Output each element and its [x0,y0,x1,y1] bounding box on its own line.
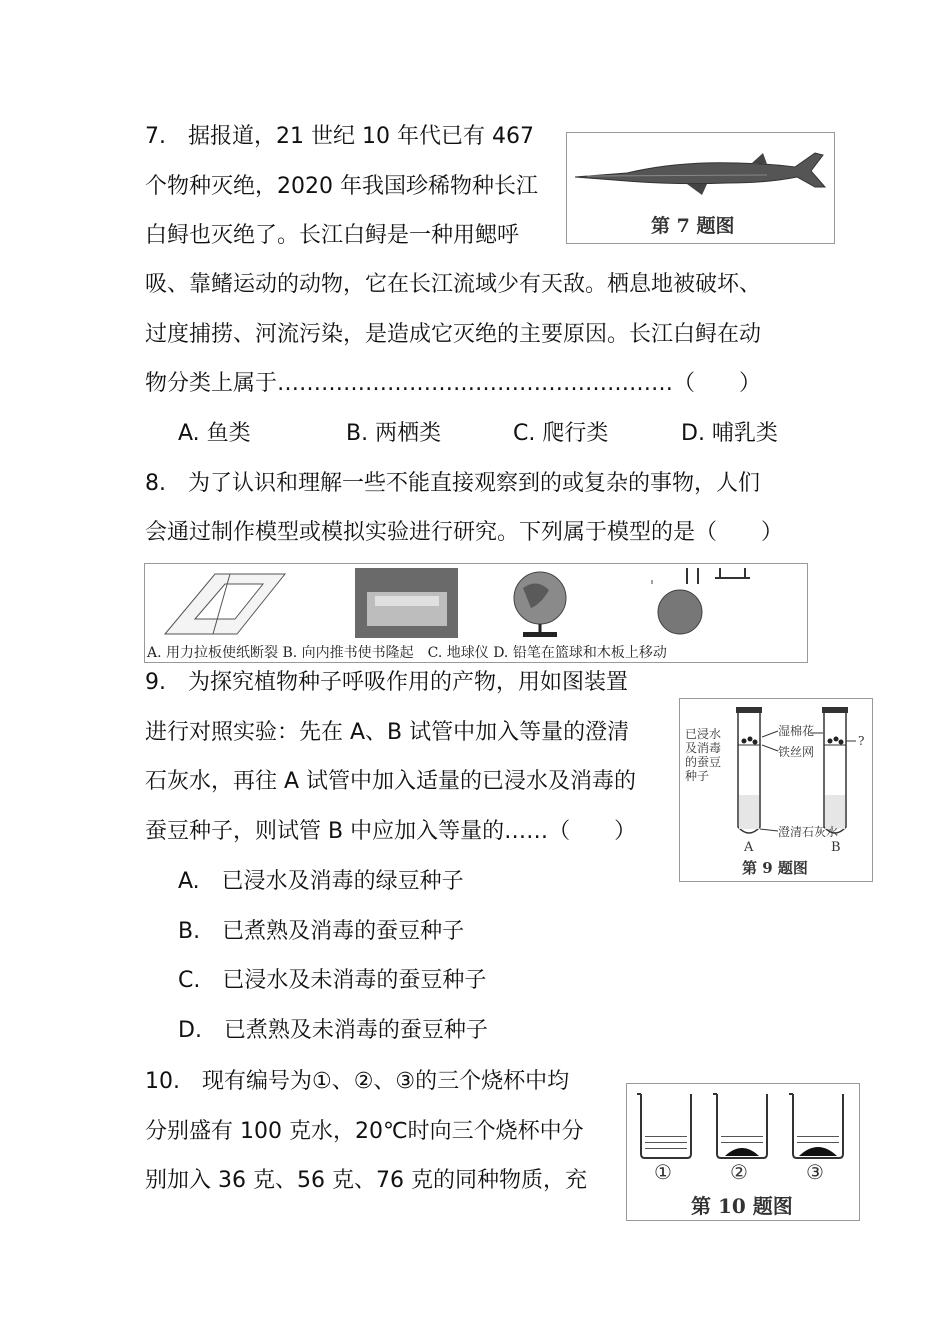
q9-question-mark: ? [858,734,865,748]
q9-label-tube-b: B [831,840,841,855]
q7-option-c: C. 爬行类 [513,421,609,446]
sturgeon-image [567,137,834,207]
q9-label-tube-a: A [744,840,754,855]
q9-figure-caption: 第 9 题图 [742,859,808,877]
q7-line-4: 吸、靠鳍运动的动物，它在长江流域少有天敌。栖息地被破坏、 [145,272,762,297]
q7-figure-caption: 第 7 题图 [651,215,735,237]
q8-line-1: 8. 为了认识和理解一些不能直接观察到的或复杂的事物，人们 [145,471,760,496]
q8-figure-strip [144,563,808,663]
q10-figure [626,1083,860,1221]
q9-label-seeds-4: 种子 [685,769,710,783]
q7-line-5: 过度捕捞、河流污染，是造成它灭绝的主要原因。长江白鲟在动 [145,322,762,347]
q7-line-6: 物分类上属于………………………………………………（ ） [145,371,762,396]
q10-line-1: 10. 现有编号为①、②、③的三个烧杯中均 [145,1069,570,1094]
q9-option-c: C. 已浸水及未消毒的蚕豆种子 [178,968,487,993]
q7-option-a: A. 鱼类 [178,421,251,446]
q9-option-d: D. 已煮熟及未消毒的蚕豆种子 [178,1018,488,1043]
q9-line-4: 蚕豆种子，则试管 B 中应加入等量的……（ ） [145,819,637,844]
q7-line-1: 7. 据报道，21 世纪 10 年代已有 467 [145,124,534,149]
q7-line-3: 白鲟也灭绝了。长江白鲟是一种用鳃呼 [145,223,520,248]
q9-option-a: A. 已浸水及消毒的绿豆种子 [178,869,464,894]
q9-label-seeds-2: 及消毒 [685,741,722,755]
q10-label-2: ② [730,1160,748,1184]
q9-line-2: 进行对照实验：先在 A、B 试管中加入等量的澄清 [145,720,630,745]
q7-option-d: D. 哺乳类 [681,421,778,446]
q9-line-1: 9. 为探究植物种子呼吸作用的产物，用如图装置 [145,670,628,695]
q8-figure-caption: A. 用力拉板使纸断裂 B. 向内推书使书隆起 C. 地球仪 D. 铅笔在篮球和木板上移动 [147,645,667,661]
q8-line-2: 会通过制作模型或模拟实验进行研究。下列属于模型的是（ ） [145,520,784,545]
q7-option-b: B. 两栖类 [346,421,442,446]
q9-line-3: 石灰水，再往 A 试管中加入适量的已浸水及消毒的 [145,769,637,794]
q7-line-2: 个物种灭绝，2020 年我国珍稀物种长江 [145,174,538,199]
q8-figure-drawings [145,564,807,642]
q9-label-cotton: 湿棉花 [778,724,815,738]
q9-label-limewater: 澄清石灰水 [778,825,839,839]
q10-figure-caption: 第 10 题图 [691,1194,793,1218]
q9-figure [679,698,873,882]
q9-label-wire-net: 铁丝网 [778,745,815,759]
q10-label-1: ① [654,1160,672,1184]
q10-line-2: 分别盛有 100 克水，20℃时向三个烧杯中分 [145,1119,584,1144]
q9-option-b: B. 已煮熟及消毒的蚕豆种子 [178,919,465,944]
q10-line-3: 别加入 36 克、56 克、76 克的同种物质，充 [145,1168,587,1193]
q7-figure [566,132,835,244]
q9-label-seeds-1: 已浸水 [685,727,722,741]
q10-label-3: ③ [806,1160,824,1184]
q9-label-seeds-3: 的蚕豆 [685,755,722,769]
